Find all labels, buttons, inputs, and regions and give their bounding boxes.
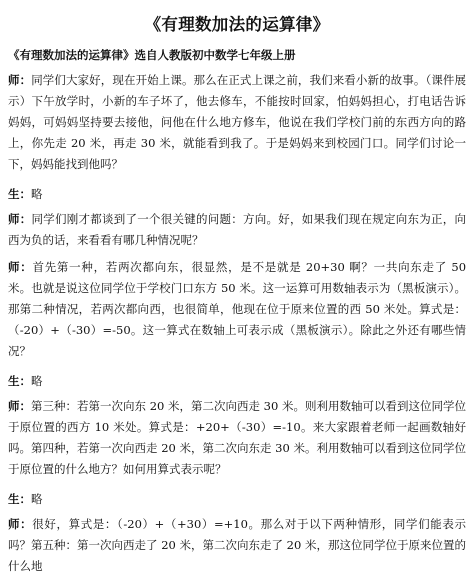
speaker-label: 生： <box>8 492 31 506</box>
speaker-label: 师： <box>8 399 32 413</box>
paragraph-3 <box>8 209 466 251</box>
paragraph-8 <box>8 514 466 577</box>
paragraph-text: 略 <box>31 187 43 201</box>
document-title: 《有理数加法的运算律》 <box>144 15 330 34</box>
paragraph-5 <box>8 372 466 390</box>
speaker-label: 师： <box>8 517 33 531</box>
paragraph-text: 略 <box>31 492 43 506</box>
document-subtitle: 《有理数加法的运算律》选自人教版初中数学七年级上册 <box>8 48 296 62</box>
paragraph-4 <box>8 257 466 362</box>
paragraph-text: 第三种：若第一次向东 20 米，第二次向西走 30 米。则利用数轴可以看到这位同学位于原位置的西方 10 米处。算式是：+20+（-30）=-10。来大家跟着老师一起画数轴好吗。第四种，若第一次向西走 20 米，第二次向东走 30 米。利用数轴可以看到这位同学位于原位置的什么地方？如何用算式表示呢？ <box>8 399 467 476</box>
speaker-label: 师： <box>8 260 33 274</box>
paragraph-text: 略 <box>31 374 43 388</box>
paragraph-6 <box>8 396 466 480</box>
speaker-label: 生： <box>8 187 31 201</box>
paragraph-text: 很好，算式是：（-20）+（+30）=+10。那么对于以下两种情形，同学们能表示吗？第五种：第一次向西走了 20 米，第二次向东走了 20 米，那这位同学位于原来位置的什么地 <box>8 517 467 573</box>
speaker-label: 师： <box>8 212 32 226</box>
speaker-label: 师： <box>8 73 32 87</box>
speaker-label: 生： <box>8 374 31 388</box>
paragraph-text: 同学们大家好，现在开始上课。那么在正式上课之前，我们来看小新的故事。（课件展示）下午放学时，小新的车子坏了，他去修车，不能按时回家，怕妈妈担心，打电话告诉妈妈，可妈妈坚持要去接他，问他在什么地方修车，他说在我们学校门前的东西方向的路上，你先走 20 米，再走 30 米，就能看到我了。于是妈妈来到校园门口。同学们讨论一下，妈妈能找到他吗？ <box>8 73 467 171</box>
paragraph-1 <box>8 70 466 175</box>
paragraph-2 <box>8 185 466 203</box>
paragraph-text: 同学们刚才都谈到了一个很关键的问题：方向。好，如果我们现在规定向东为正，向西为负的话，来看看有哪几种情况呢？ <box>8 212 466 247</box>
paragraph-text: 首先第一种，若两次都向东，很显然，是不是就是 20+30 啊？一共向东走了 50 米。也就是说这位同学位于学校门口东方 50 米。这一运算可用数轴表示为（黑板演示）。那第二种情况，若两次都向西，也很简单，他现在位于原来位置的西 50 米处。算式是：（-20）+（-30）=-50。这一算式在数轴上可表示成（黑板演示）。除此之外还有哪些情况？ <box>8 260 467 358</box>
paragraph-7 <box>8 490 466 508</box>
